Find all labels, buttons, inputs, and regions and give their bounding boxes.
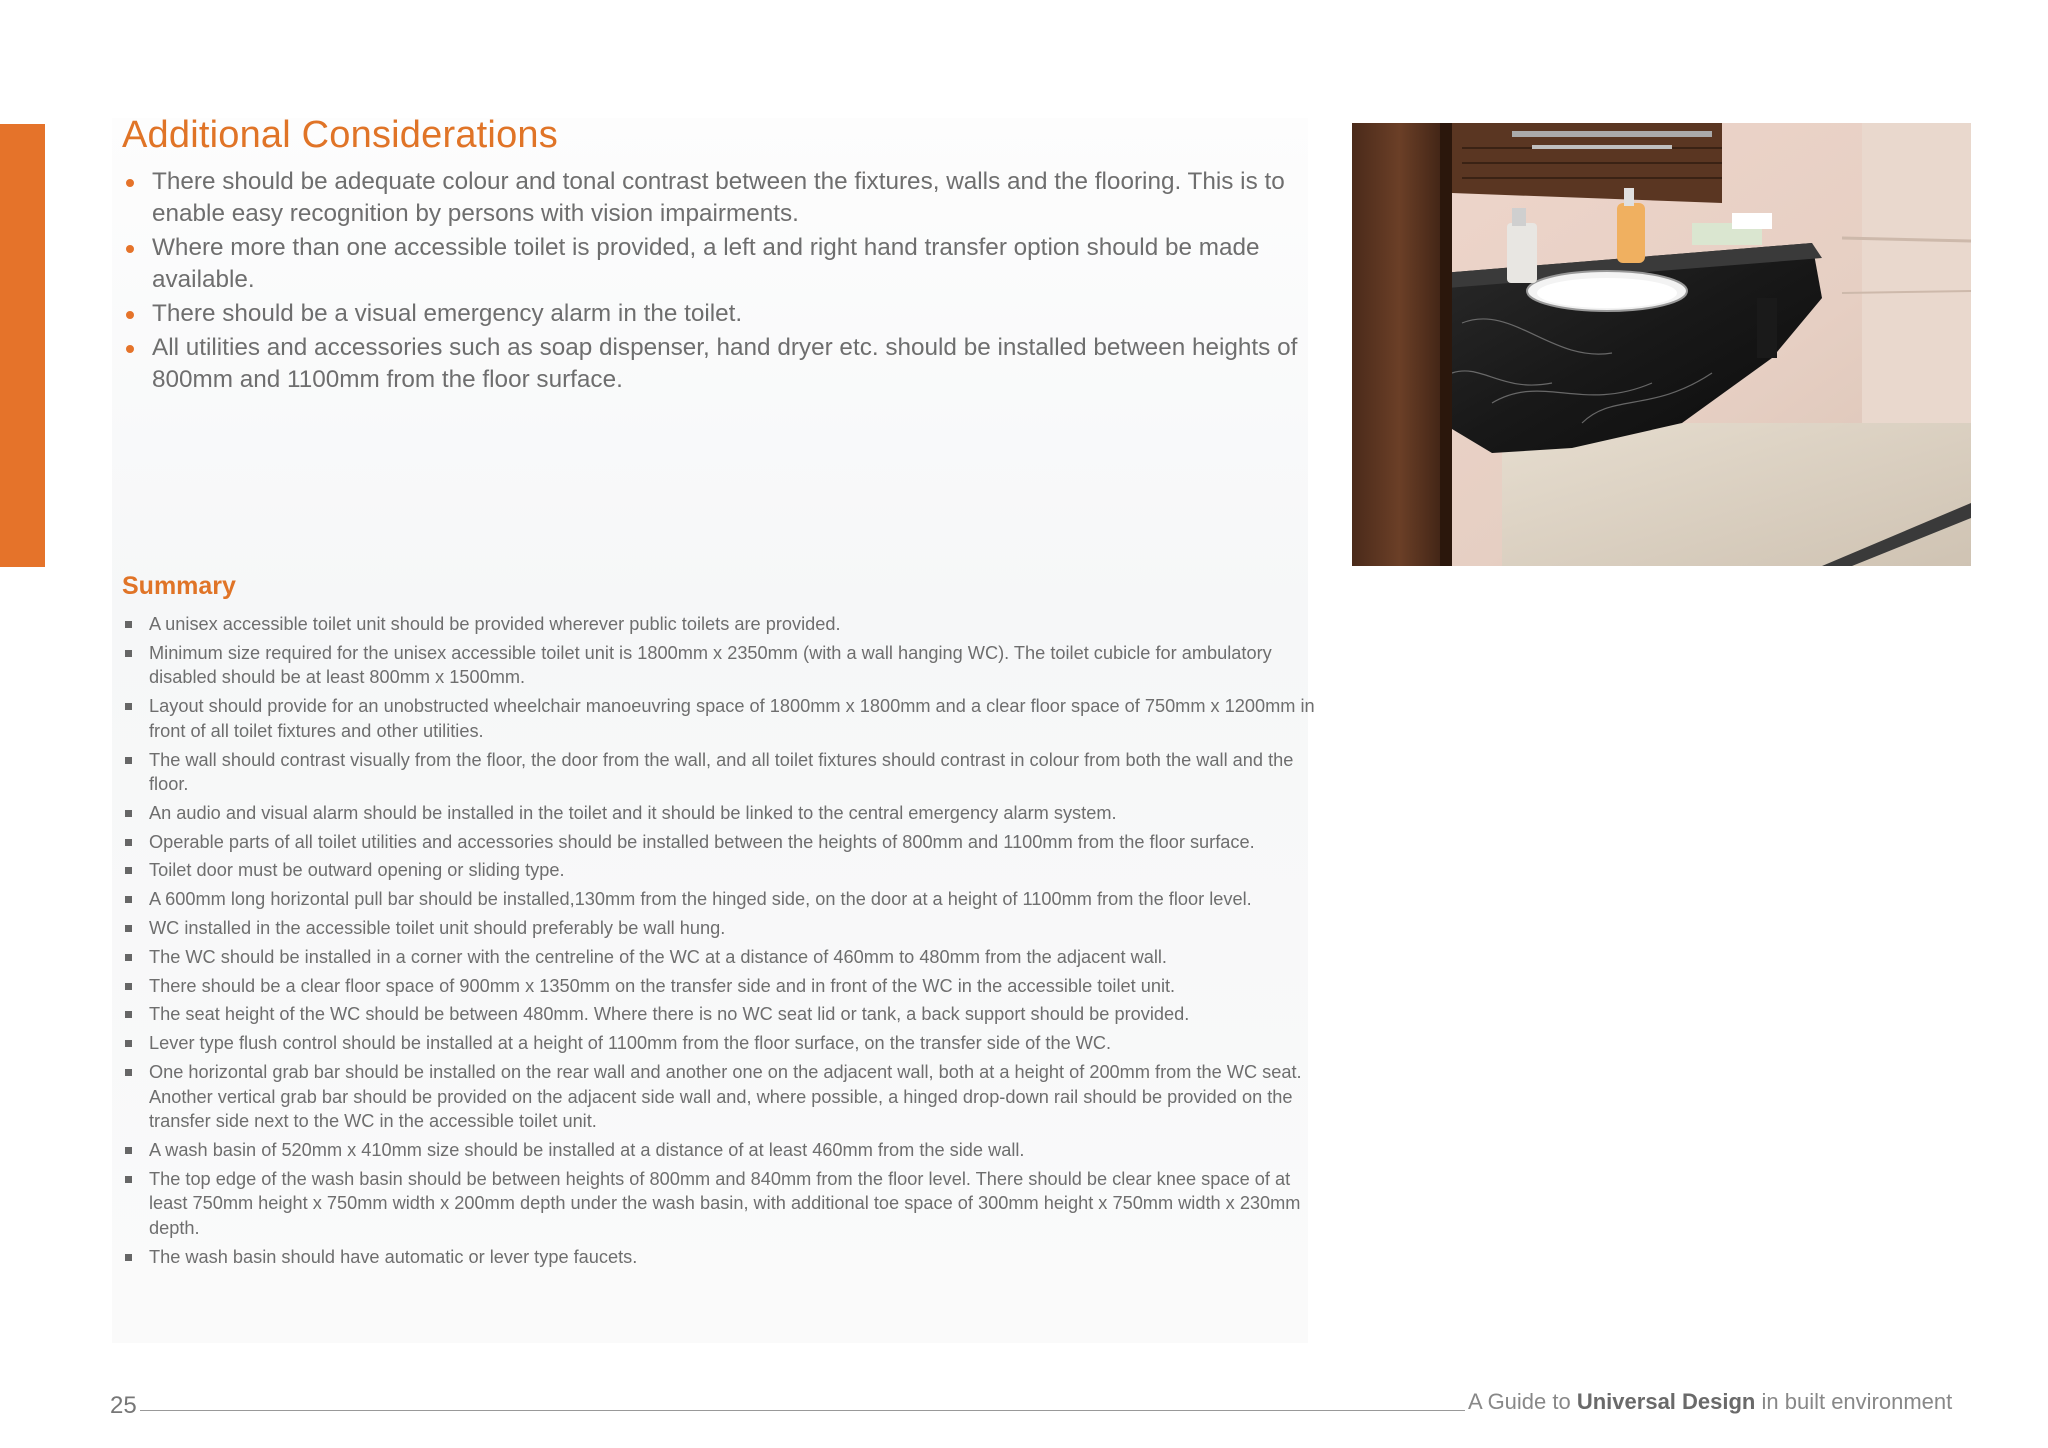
list-item-text: The seat height of the WC should be between 480mm. Where there is no WC seat lid or tank, a back support should be provided. xyxy=(149,1004,1190,1025)
list-item xyxy=(122,166,1312,230)
bullet-dot-icon xyxy=(126,311,134,319)
bullet-square-icon xyxy=(125,1176,132,1183)
list-item xyxy=(122,1060,1322,1134)
list-item-text: Where more than one accessible toilet is provided, a left and right hand transfer option should be made available. xyxy=(152,234,1260,293)
list-item-text: Layout should provide for an unobstructed wheelchair manoeuvring space of 1800mm x 1800mm and a clear floor space of 750mm x 1200mm in front of all toilet fixtures and other utilities. xyxy=(149,696,1315,741)
accent-side-bar xyxy=(0,124,45,567)
footer-prefix: A Guide to xyxy=(1468,1389,1577,1414)
footer-suffix: in built environment xyxy=(1755,1389,1953,1414)
page-number: 25 xyxy=(110,1392,137,1419)
list-item-text: There should be a clear floor space of 900mm x 1350mm on the transfer side and in front of the WC in the accessible toilet unit. xyxy=(149,975,1176,996)
list-item-text: An audio and visual alarm should be installed in the toilet and it should be linked to the central emergency alarm system. xyxy=(149,802,1117,823)
footer-publication-title xyxy=(1468,1389,1952,1415)
list-item xyxy=(122,641,1322,690)
bullet-square-icon xyxy=(125,1147,132,1154)
bullet-square-icon xyxy=(125,983,132,990)
list-item xyxy=(122,298,1312,330)
list-item-text: WC installed in the accessible toilet unit should preferably be wall hung. xyxy=(149,918,726,939)
bullet-dot-icon xyxy=(126,345,134,353)
list-item-text: A 600mm long horizontal pull bar should be installed,130mm from the hinged side, on the door at a height of 1100mm from the floor level. xyxy=(149,889,1252,910)
list-item-text: The top edge of the wash basin should be between heights of 800mm and 840mm from the floor level. There should be clear knee space of at least 750mm height x 750mm width x 200mm depth under the wash basin, with additional toe space of 300mm height x 750mm width x 230mm depth. xyxy=(149,1168,1301,1238)
bullet-square-icon xyxy=(125,757,132,764)
list-item xyxy=(122,1245,1322,1270)
bullet-square-icon xyxy=(125,1254,132,1261)
bullet-dot-icon xyxy=(126,245,134,253)
list-item xyxy=(122,916,1322,941)
summary-list xyxy=(122,612,1322,1273)
bullet-square-icon xyxy=(125,650,132,657)
bullet-square-icon xyxy=(125,867,132,874)
list-item-text: Operable parts of all toilet utilities and accessories should be installed between the heights of 800mm and 1100mm from the floor surface. xyxy=(149,831,1255,852)
footer-emphasis: Universal Design xyxy=(1576,1389,1756,1414)
bullet-square-icon xyxy=(125,1011,132,1018)
considerations-list xyxy=(122,166,1312,398)
section-title: Additional Considerations xyxy=(122,114,558,156)
bullet-square-icon xyxy=(125,621,132,628)
list-item-text: One horizontal grab bar should be installed on the rear wall and another one on the adjacent wall, both at a height of 200mm from the WC seat. Another vertical grab bar should be provided on the adjacent side wall and, where possible, a hinged drop-down rail should be provided on the transfer side next to the WC in the accessible toilet unit. xyxy=(149,1061,1302,1132)
list-item-text: The wall should contrast visually from the floor, the door from the wall, and all toilet fixtures should contrast in colour from both the wall and the floor. xyxy=(149,749,1294,795)
list-item xyxy=(122,830,1322,855)
list-item xyxy=(122,1167,1322,1241)
list-item xyxy=(122,612,1322,637)
list-item xyxy=(122,1138,1322,1163)
washbasin-photo xyxy=(1352,123,1971,566)
list-item xyxy=(122,858,1322,883)
bullet-square-icon xyxy=(125,954,132,961)
list-item-text: There should be a visual emergency alarm in the toilet. xyxy=(152,300,743,327)
list-item-text: Minimum size required for the unisex accessible toilet unit is 1800mm x 2350mm (with a wall hanging WC). The toilet cubicle for ambulatory disabled should be at least 800mm x 1500mm. xyxy=(149,642,1272,688)
bullet-square-icon xyxy=(125,896,132,903)
list-item xyxy=(122,694,1322,743)
bullet-square-icon xyxy=(125,810,132,817)
summary-title: Summary xyxy=(122,572,236,600)
bullet-square-icon xyxy=(125,839,132,846)
list-item xyxy=(122,332,1312,396)
footer-rule xyxy=(140,1410,1465,1411)
bullet-dot-icon xyxy=(126,179,134,187)
list-item-text: Toilet door must be outward opening or sliding type. xyxy=(149,860,565,881)
list-item-text: Lever type flush control should be installed at a height of 1100mm from the floor surface, on the transfer side of the WC. xyxy=(149,1033,1112,1054)
list-item-text: A unisex accessible toilet unit should be provided wherever public toilets are provided. xyxy=(149,614,841,634)
list-item xyxy=(122,1031,1322,1056)
list-item xyxy=(122,945,1322,970)
list-item-text: All utilities and accessories such as soap dispenser, hand dryer etc. should be installed between heights of 800mm and 1100mm from the floor surface. xyxy=(152,334,1298,393)
bullet-square-icon xyxy=(125,703,132,710)
list-item-text: A wash basin of 520mm x 410mm size should be installed at a distance of at least 460mm from the side wall. xyxy=(149,1139,1025,1160)
list-item xyxy=(122,748,1322,797)
bullet-square-icon xyxy=(125,925,132,932)
bullet-square-icon xyxy=(125,1069,132,1076)
list-item xyxy=(122,974,1322,999)
list-item-text: There should be adequate colour and tonal contrast between the fixtures, walls and the flooring. This is to enable easy recognition by persons with vision impairments. xyxy=(152,168,1285,227)
list-item xyxy=(122,232,1312,296)
list-item-text: The WC should be installed in a corner with the centreline of the WC at a distance of 460mm to 480mm from the adjacent wall. xyxy=(149,946,1167,967)
list-item-text: The wash basin should have automatic or lever type faucets. xyxy=(149,1246,638,1267)
list-item xyxy=(122,1002,1322,1027)
list-item xyxy=(122,801,1322,826)
bullet-square-icon xyxy=(125,1040,132,1047)
list-item xyxy=(122,887,1322,912)
